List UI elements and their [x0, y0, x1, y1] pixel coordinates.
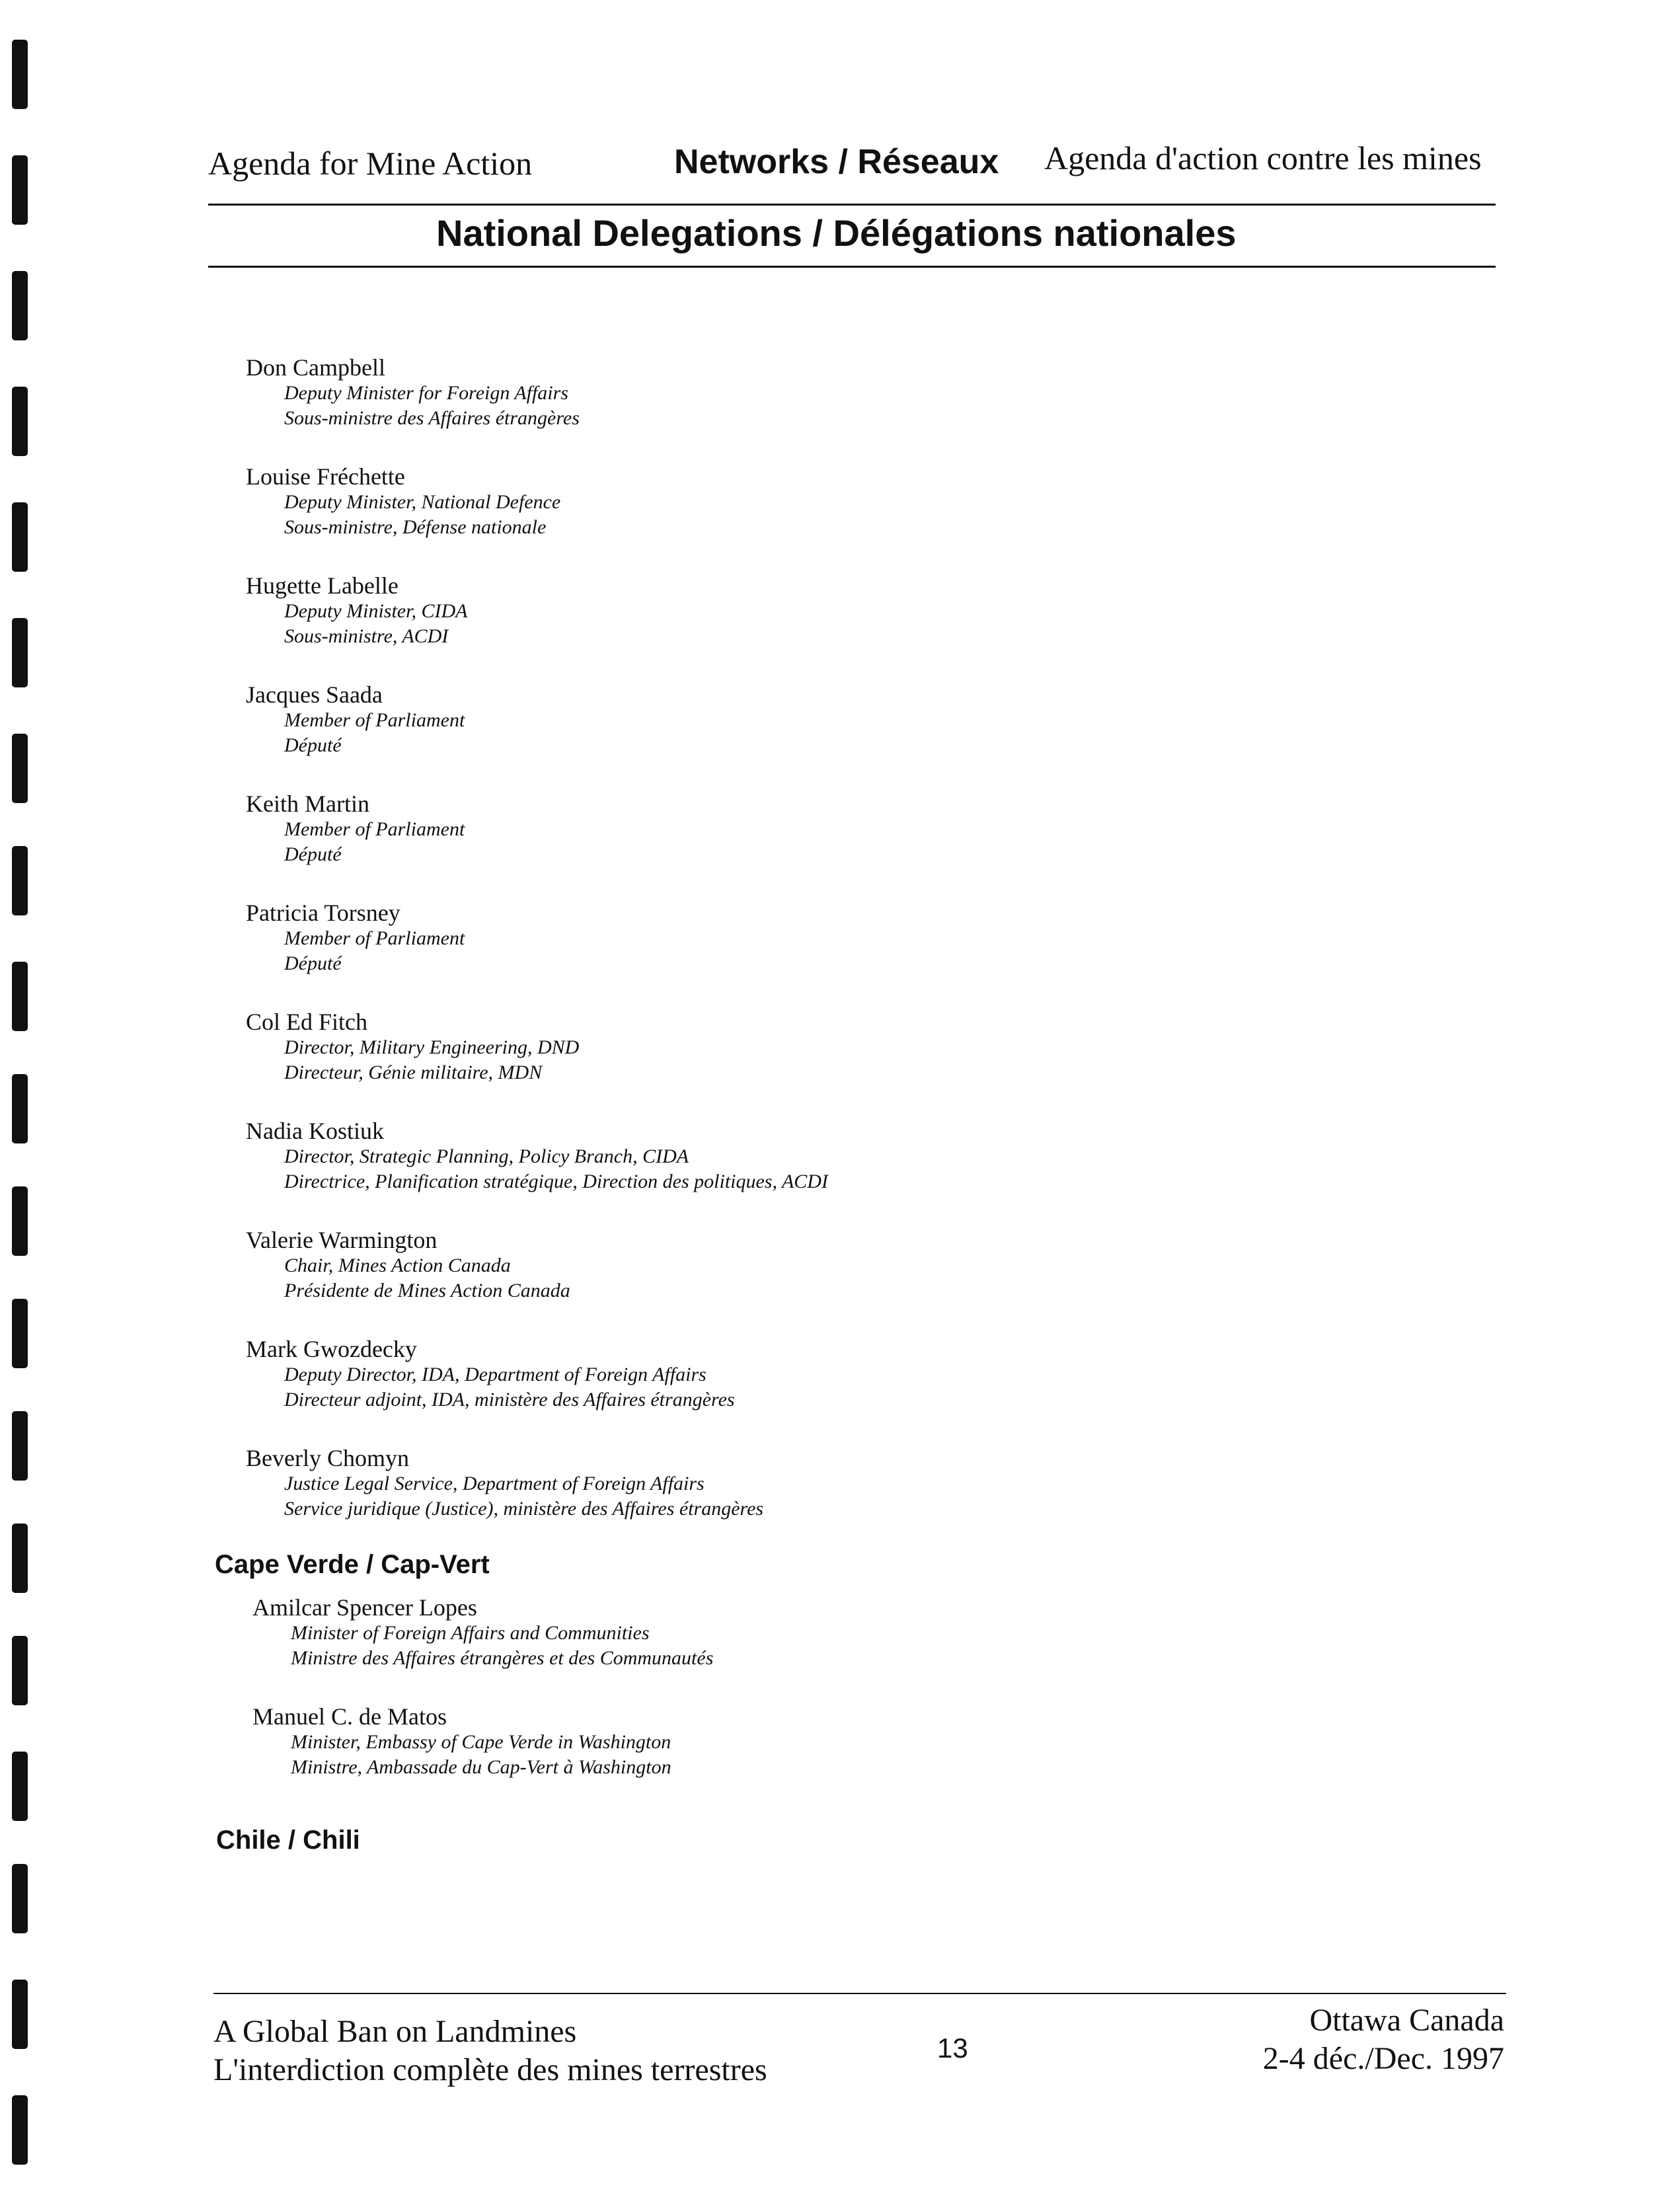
delegate-name: Don Campbell: [246, 354, 385, 381]
binder-hole: [12, 1864, 28, 1933]
delegate-role-en: Justice Legal Service, Department of Foreign Affairs: [284, 1473, 705, 1494]
delegate-name: Beverly Chomyn: [246, 1445, 409, 1471]
delegate-role-en: Director, Military Engineering, DND: [284, 1036, 580, 1058]
delegate-role-fr: Sous-ministre, ACDI: [284, 625, 449, 647]
delegate-role-fr: Service juridique (Justice), ministère des Affaires étrangères: [284, 1498, 764, 1520]
binder-hole: [12, 1524, 28, 1593]
binder-hole: [12, 387, 28, 456]
footer-rule: [213, 1993, 1506, 1994]
page-title: National Delegations / Délégations nationales: [436, 212, 1237, 254]
list-item: [246, 1445, 1435, 1554]
delegate-name: Patricia Torsney: [246, 900, 401, 926]
delegate-role-fr: Sous-ministre des Affaires étrangères: [284, 407, 580, 429]
list-item: [246, 791, 1435, 900]
list-item: [246, 1227, 1435, 1336]
binder-hole: [12, 2095, 28, 2165]
binder-hole: [12, 734, 28, 803]
binder-hole: [12, 1074, 28, 1143]
binder-hole: [12, 502, 28, 572]
delegate-role-en: Minister, Embassy of Cape Verde in Washington: [291, 1731, 671, 1753]
binder-hole: [12, 1752, 28, 1821]
list-item: [246, 900, 1435, 1009]
section-heading-chile: Chile / Chili: [216, 1826, 360, 1855]
delegate-name: Col Ed Fitch: [246, 1009, 368, 1035]
binder-hole: [12, 155, 28, 225]
delegate-list: [246, 354, 1435, 1554]
footer-left-line2: L'interdiction complète des mines terrestres: [213, 2052, 767, 2087]
footer-right-line1: Ottawa Canada: [1309, 2003, 1504, 2038]
footer-right: [1263, 2001, 1504, 2078]
title-rule: [208, 266, 1496, 268]
delegate-name: Valerie Warmington: [246, 1227, 438, 1253]
list-item: [246, 1009, 1435, 1118]
delegate-role-fr: Député: [284, 843, 342, 865]
delegate-role-fr: Député: [284, 952, 342, 974]
delegate-role-fr: Directeur adjoint, IDA, ministère des Affaires étrangères: [284, 1389, 735, 1411]
header-center: Networks / Réseaux: [674, 143, 999, 181]
binder-hole: [12, 40, 28, 109]
delegate-role-en: Deputy Minister for Foreign Affairs: [284, 382, 568, 404]
delegate-name: Manuel C. de Matos: [252, 1703, 447, 1730]
delegate-role-fr: Ministre des Affaires étrangères et des Communautés: [291, 1647, 714, 1669]
binder-hole: [12, 1636, 28, 1705]
delegate-role-en: Chair, Mines Action Canada: [284, 1255, 511, 1276]
header-left: Agenda for Mine Action: [208, 145, 533, 182]
delegate-name: Nadia Kostiuk: [246, 1118, 384, 1144]
delegate-name: Hugette Labelle: [246, 572, 399, 599]
delegate-role-en: Member of Parliament: [284, 709, 465, 731]
delegate-role-fr: Ministre, Ambassade du Cap-Vert à Washington: [291, 1756, 671, 1778]
binder-hole: [12, 962, 28, 1031]
delegate-role-en: Director, Strategic Planning, Policy Branch, CIDA: [284, 1145, 689, 1167]
delegate-role-en: Minister of Foreign Affairs and Communities: [291, 1622, 650, 1644]
delegate-role-fr: Directeur, Génie militaire, MDN: [284, 1062, 543, 1083]
list-item: [246, 1118, 1435, 1227]
binder-holes: [9, 40, 36, 2194]
delegate-name: Louise Fréchette: [246, 463, 405, 490]
header-right: Agenda d'action contre les mines: [1044, 139, 1482, 176]
list-item: [246, 463, 1435, 572]
delegate-role-en: Deputy Minister, CIDA: [284, 600, 468, 622]
list-item: [252, 1703, 1442, 1812]
delegate-role-en: Member of Parliament: [284, 927, 465, 949]
list-item: [246, 1336, 1435, 1445]
binder-hole: [12, 1299, 28, 1368]
header-rule: [208, 204, 1496, 206]
list-item: [246, 354, 1435, 463]
delegate-role-fr: Présidente de Mines Action Canada: [284, 1280, 570, 1301]
binder-hole: [12, 1186, 28, 1256]
binder-hole: [12, 618, 28, 687]
delegate-role-fr: Directrice, Planification stratégique, Direction des politiques, ACDI: [284, 1171, 828, 1192]
binder-hole: [12, 1980, 28, 2049]
section-heading-cape-verde: Cape Verde / Cap-Vert: [215, 1550, 490, 1579]
footer-left: [213, 2013, 767, 2089]
delegate-role-en: Deputy Minister, National Defence: [284, 491, 561, 513]
delegate-name: Amilcar Spencer Lopes: [252, 1594, 477, 1621]
list-item: [252, 1594, 1442, 1703]
footer-right-line2: 2-4 déc./Dec. 1997: [1262, 2041, 1504, 2076]
page-number: 13: [937, 2032, 968, 2064]
footer-left-line1: A Global Ban on Landmines: [213, 2014, 577, 2049]
delegate-role-fr: Député: [284, 734, 342, 756]
binder-hole: [12, 846, 28, 915]
delegate-name: Keith Martin: [246, 791, 369, 817]
delegate-name: Jacques Saada: [246, 681, 383, 708]
binder-hole: [12, 1411, 28, 1481]
list-item: [246, 572, 1435, 681]
delegate-name: Mark Gwozdecky: [246, 1336, 417, 1362]
delegate-role-fr: Sous-ministre, Défense nationale: [284, 516, 547, 538]
delegate-role-en: Deputy Director, IDA, Department of Foreign Affairs: [284, 1364, 706, 1385]
delegate-role-en: Member of Parliament: [284, 818, 465, 840]
cape-verde-delegate-list: [252, 1594, 1442, 1812]
list-item: [246, 681, 1435, 791]
binder-hole: [12, 271, 28, 340]
